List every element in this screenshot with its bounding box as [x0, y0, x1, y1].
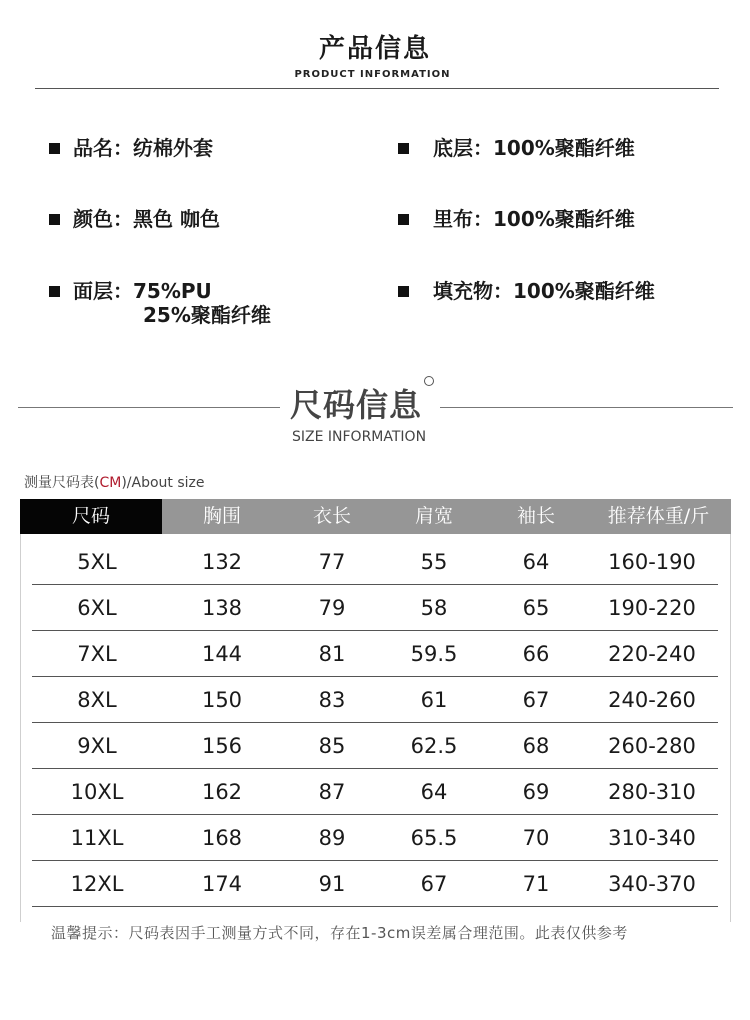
attr-value: 纺棉外套 — [133, 136, 213, 160]
table-cell: 89 — [318, 825, 346, 850]
size-info-right-line — [440, 407, 733, 408]
attr-label: 面层： — [73, 279, 133, 303]
size-table-header — [20, 499, 731, 534]
table-cell: 310-340 — [608, 825, 696, 850]
table-cell: 81 — [318, 641, 346, 666]
table-cell: 11XL — [70, 825, 124, 850]
table-cell: 156 — [201, 733, 243, 758]
table-row — [32, 815, 718, 861]
table-cell: 55 — [420, 549, 448, 574]
table-cell: 71 — [522, 871, 550, 896]
table-cell: 87 — [318, 779, 346, 804]
attr-product-name — [73, 136, 213, 160]
caption-unit: CM — [99, 475, 122, 491]
table-cell: 160-190 — [608, 549, 696, 574]
table-row — [32, 631, 718, 677]
table-cell: 68 — [522, 733, 550, 758]
table-row — [32, 723, 718, 769]
table-cell: 67 — [420, 871, 448, 896]
table-cell: 83 — [318, 687, 346, 712]
attr-label: 填充物： — [433, 279, 513, 303]
attr-label: 品名： — [73, 136, 133, 160]
table-cell: 91 — [318, 871, 346, 896]
attr-outer-layer — [73, 279, 212, 303]
attr-value: 100%聚酯纤维 — [493, 136, 635, 160]
attr-label: 底层： — [433, 136, 493, 160]
table-cell: 138 — [201, 595, 243, 620]
header-size: 尺码 — [20, 499, 162, 534]
header-chest: 胸围 — [162, 499, 282, 534]
attr-color — [73, 207, 220, 231]
size-info-title: 尺码信息 — [290, 386, 423, 424]
table-cell: 58 — [420, 595, 448, 620]
bullet-square-icon — [398, 214, 409, 225]
table-cell: 10XL — [70, 779, 124, 804]
table-cell: 9XL — [77, 733, 117, 758]
table-cell: 66 — [522, 641, 550, 666]
measurement-note: 温馨提示：尺码表因手工测量方式不同，存在1-3cm误差属合理范围。此表仅供参考 — [51, 924, 628, 942]
attr-value: 100%聚酯纤维 — [493, 207, 635, 231]
table-cell: 79 — [318, 595, 346, 620]
size-table-caption — [24, 472, 205, 492]
attr-value: 黑色 咖色 — [133, 207, 220, 231]
table-cell: 162 — [201, 779, 243, 804]
table-cell: 132 — [201, 549, 243, 574]
degree-circle-icon — [424, 376, 434, 386]
table-row — [32, 769, 718, 815]
header-sleeve: 袖长 — [486, 499, 586, 534]
table-cell: 62.5 — [410, 733, 458, 758]
table-cell: 12XL — [70, 871, 124, 896]
table-cell: 190-220 — [608, 595, 696, 620]
table-cell: 8XL — [77, 687, 117, 712]
attr-label: 颜色： — [73, 207, 133, 231]
caption-suffix: )/About size — [121, 475, 205, 491]
table-border-left — [20, 534, 21, 922]
bullet-square-icon — [398, 286, 409, 297]
attr-value-line2: 25%聚酯纤维 — [143, 303, 271, 327]
table-row — [32, 861, 718, 907]
table-border-right — [730, 534, 731, 922]
table-cell: 59.5 — [410, 641, 458, 666]
table-cell: 77 — [318, 549, 346, 574]
table-cell: 65 — [522, 595, 550, 620]
table-cell: 280-310 — [608, 779, 696, 804]
attr-base-layer — [433, 136, 635, 160]
table-cell: 5XL — [77, 549, 117, 574]
table-cell: 168 — [201, 825, 243, 850]
table-row — [32, 585, 718, 631]
product-info-title: 产品信息 — [318, 34, 431, 64]
table-cell: 65.5 — [410, 825, 458, 850]
size-info-left-line — [18, 407, 280, 408]
product-info-subtitle: PRODUCT INFORMATION — [294, 69, 451, 80]
bullet-square-icon — [49, 214, 60, 225]
table-cell: 260-280 — [608, 733, 696, 758]
attr-value: 100%聚酯纤维 — [513, 279, 655, 303]
product-info-divider — [35, 88, 719, 89]
bullet-square-icon — [49, 286, 60, 297]
table-cell: 6XL — [77, 595, 117, 620]
table-cell: 150 — [201, 687, 243, 712]
table-cell: 64 — [420, 779, 448, 804]
table-cell: 144 — [201, 641, 243, 666]
header-weight: 推荐体重/斤 — [586, 499, 731, 534]
table-cell: 70 — [522, 825, 550, 850]
table-cell: 340-370 — [608, 871, 696, 896]
size-info-subtitle: SIZE INFORMATION — [292, 429, 427, 445]
attr-value: 75%PU — [133, 279, 212, 303]
attr-lining — [433, 207, 635, 231]
header-length: 衣长 — [282, 499, 382, 534]
attr-filling — [433, 279, 655, 303]
header-shoulder: 肩宽 — [382, 499, 486, 534]
table-row — [32, 539, 718, 585]
table-row — [32, 677, 718, 723]
table-cell: 67 — [522, 687, 550, 712]
bullet-square-icon — [49, 143, 60, 154]
table-cell: 85 — [318, 733, 346, 758]
caption-prefix: 测量尺码表( — [24, 475, 100, 491]
attr-label: 里布： — [433, 207, 493, 231]
bullet-square-icon — [398, 143, 409, 154]
table-cell: 7XL — [77, 641, 117, 666]
table-cell: 174 — [201, 871, 243, 896]
table-cell: 240-260 — [608, 687, 696, 712]
table-cell: 64 — [522, 549, 550, 574]
table-cell: 220-240 — [608, 641, 696, 666]
table-cell: 69 — [522, 779, 550, 804]
table-cell: 61 — [420, 687, 448, 712]
